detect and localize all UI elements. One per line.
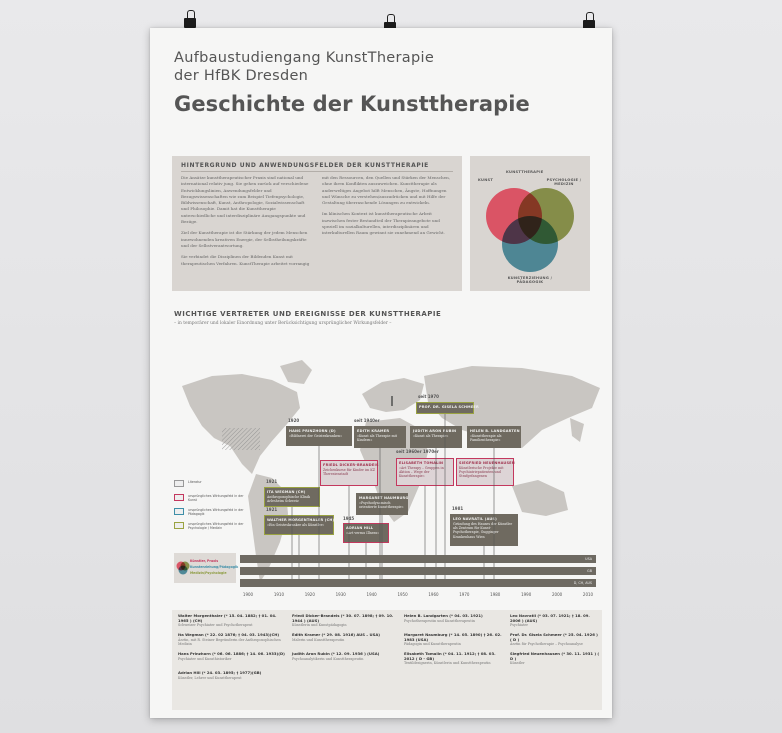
legend-label: ursprüngliches Wirkungsfeld in der Kunst: [188, 494, 244, 502]
entry-year: 1921: [266, 507, 278, 512]
bio-entry: Edith Kramer (* 29. 08. 1916) AUS – USA) Malerin und Kunsttherapeutin: [292, 632, 380, 642]
entry-text: »Kunst als Therapie mit Kindern«: [357, 434, 397, 443]
map-legend: [174, 480, 244, 536]
bio-entry: Walter Morgenthaler (* 15. 04. 1882; † 01. 04. 1965 ) (CH) Schweizer Psychiater und Psychotherapeut: [178, 613, 277, 628]
timeline-tick-label: 1930: [335, 592, 346, 597]
entry-text: »Ein Geisteskranker als Künstler«: [267, 523, 325, 527]
legend-item: [174, 508, 244, 522]
entry-text: »Psychodynamisch orientierte Kunsttherapie«: [359, 501, 404, 510]
entry-name: WALTHER MORGENTHALER (CH): [267, 517, 335, 522]
legend-item: [174, 522, 244, 536]
timeline-bar-label: GB: [587, 568, 592, 573]
intro-paragraph: Die Ansätze kunsttherapeutischer Praxis sind national und international relativ jung. Sie gehen zurück auf verschiedene Entwicklungslinien, Anwendungsfelder und Bezugswissenschaften wie zum Beispiel Tiefenpsychologie, Bildwissenschaft, Kunst, Anthropologie, Sozialwissenschaft und Philosophie. Damit hat die Kunsttherapie unterschiedliche und interdisziplinäre Ausgangspunkte und Bezüge.: [181, 175, 309, 225]
bio-entry: Prof. Dr. Gisela Schmeer (* 25. 04. 1926 ) ( D ) Ärztin für Psychotherapie – Psychoanalyse: [510, 632, 598, 647]
entry-name: MARGARET NAUMBURG: [359, 495, 409, 500]
legend-label: ursprüngliches Wirkungsfeld in der Pädagogik: [188, 508, 244, 516]
timeline-legend-label: Künstler, Praxis: [190, 559, 219, 563]
timeline-tick-label: 2010: [582, 592, 594, 597]
venn-label-paedagogik: KUNSTERZIEHUNG / PÄDAGOGIK: [507, 276, 553, 284]
entry-text: Zeichenkurse für Kinder im KZ Theresienstadt: [323, 468, 376, 477]
entry-year: 1920: [288, 418, 300, 423]
timeline-bar-d-ch-aus: [240, 579, 596, 587]
entry-text: »Art Therapy – Gruppen in Aktion – Wege der Kunsttherapie«: [399, 466, 444, 479]
venn-label-kunst: KUNST: [478, 178, 494, 182]
binder-clip-left: [184, 10, 196, 30]
bio-entry: Friedl Dicker-Brandeis (* 30. 07. 1898; † 09. 10. 1944 ) (AUS) Künstlerin und Kunstpädagogin: [292, 613, 394, 628]
legend-item: [174, 480, 244, 494]
timeline-ticks: [240, 592, 596, 602]
legend-swatch: [174, 494, 184, 501]
intro-paragraph: Sie verbindet die Disziplinen der Bildenden Kunst mit therapeutischen Verfahren. KunstTherapie arbeitet vorrangig: [181, 254, 310, 266]
timeline-tick-label: 1920: [304, 592, 315, 597]
legend-swatch: [174, 480, 184, 487]
bio-entry: Ita Wegman (* 22. 02 1876; † 04. 03. 1943)(CH) Ärztin, mit R. Steiner Begründerin der Anthroposophischen Medizin: [178, 632, 281, 647]
poster-subtitle-1: Aufbaustudiengang KunstTherapie: [174, 50, 435, 66]
entry-name: HELEN B. LANDGARTEN: [470, 428, 520, 433]
timeline-tick-label: 1940: [366, 592, 377, 597]
poster-subtitle-2: der HfBK Dresden: [174, 68, 309, 84]
entry-name: LEO NAVRATIL (AUS): [453, 516, 497, 521]
section-subtitle: – in temporärer und lokaler Einordnung unter Berücksichtigung ursprünglicher Wirkungsfelder –: [174, 321, 392, 326]
timeline-tick-label: 1990: [521, 592, 532, 597]
bio-entry: Elisabeth Tomalin (* 04. 11. 1912; † 08. 03. 2012 ( D - GB) Textildesignerin, Künstlerin und Kunsttherapeutin: [404, 651, 496, 666]
bio-entry: Judith Aron Rubin (* 12. 09. 1936 ) (USA) Psychoanalytikerin und Kunsttherapeutin: [292, 651, 380, 661]
entry-text: Gründung des Hauses der Künstler als Zentrum für Kunst-Psychotherapie, Gugginger Krankenhaus Wien: [453, 522, 513, 539]
entry-name: ITA WEGMAN (CH): [267, 489, 306, 494]
entry-text: »Kunst als Therapie«: [413, 434, 449, 438]
entry-name: JUDITH ARON RUBIN: [413, 428, 457, 433]
timeline-tick-label: 1950: [397, 592, 408, 597]
entry-year: seit 1960er 1970er: [396, 449, 439, 454]
biography-section: [172, 610, 602, 710]
timeline-tick-label: 2000: [551, 592, 563, 597]
timeline: [174, 551, 604, 608]
entry-text: »Art versus Illness«: [346, 531, 380, 535]
venn-label-kunsttherapie: KUNSTTHERAPIE: [506, 170, 544, 174]
timeline-bar-gb: [240, 567, 596, 575]
entry-name: SIEGFRIED NEUENHAUSEN: [459, 460, 515, 465]
entry-text: Künstlerische Projekte mit Psychiatriepatienten und Strafgefangenen: [459, 466, 504, 479]
bio-entry: Leo Navratil (* 03. 07. 1921; † 18. 09. 2006 ) (AUS) Psychiater: [510, 613, 590, 628]
bio-entry: Hans Prinzhorn (* 06. 06. 1886; † 14. 06. 1933)(D) Psychiater und Kunsthistoriker: [178, 651, 285, 661]
entry-text: »Kunsttherapie als Familientherapie«: [470, 434, 502, 443]
bio-entry: Margaret Naumburg (* 14. 05. 1890) † 26. 02. 1983 (USA) Pädagogin und Kunsttherapeutin: [404, 632, 502, 647]
entry-name: ADRIAN HILL: [346, 525, 374, 530]
intro-paragraph: Ziel der Kunsttherapie ist die Stärkung der jedem Menschen innewohnenden kreativen Energie, der Selbstheilungskräfte und der Selbstverantwortung.: [181, 230, 308, 248]
legend-item: [174, 494, 244, 508]
intro-paragraph: mit den Ressourcen, den Quellen und Stärken der Menschen, ohne ihren Konflikten auszuweichen. Kunsttherapie als anderweltiges Angebot hilft Menschen, Ängste, Hoffnungen und Wünsche zu verstehen/auszudrücken und mit Hilfe der Gestaltung überraschende Lösungen zu entwickeln.: [322, 175, 451, 206]
bio-entry: Siegfried Neuenhausen (* 30. 11. 1931 ) ( D ) Künstler: [510, 651, 600, 666]
entry-year: 1981: [452, 506, 464, 511]
intro-heading: HINTERGRUND UND ANWENDUNGSFELDER DER KUNSTTHERAPIE: [181, 162, 429, 169]
entry-text: Anthroposophische Klinik Arlesheim Schweiz: [267, 495, 310, 504]
legend-label: ursprüngliches Wirkungsfeld in der Psychologie / Medizin: [188, 522, 244, 530]
timeline-legend-venn-icon: [175, 560, 191, 576]
entry-name: HANS PRINZHORN (D): [289, 428, 336, 433]
timeline-legend: [174, 553, 239, 583]
entry-name: ELISABETH TOMALIN: [399, 460, 444, 465]
bio-entry: Adrian Hill (* 24. 03. 1895; † 1977)(GB) Künstler, Lehrer und Kunsttherapeut: [178, 670, 262, 680]
entry-year: 1945: [343, 516, 355, 521]
bio-entry: Helen B. Landgarten (* 04. 03. 1921) Psychotherapeutin und Kunsttherapeutin: [404, 613, 483, 623]
entry-text: »Bildnerei der Geisteskranken«: [289, 434, 343, 438]
timeline-tick-label: 1980: [490, 592, 501, 597]
entry-year: seit 1970: [418, 394, 439, 399]
timeline-tick-label: 1900: [242, 592, 254, 597]
legend-swatch: [174, 508, 184, 515]
entry-name: FRIEDL DICKER-BRANDEIS: [323, 462, 379, 467]
section-title: WICHTIGE VERTRETER UND EREIGNISSE DER KUNSTTHERAPIE: [174, 310, 442, 318]
entry-name: PROF. DR. GISELA SCHMEER: [419, 404, 479, 409]
intro-paragraph: Im klinischen Kontext ist kunsttherapeutische Arbeit inzwischen fester Bestandteil der Therapieangebote und speziell im sozialkulturellen, interdisziplinären und interkulturellen Raum gewinnt sie zunehmend an Gewicht.: [322, 211, 445, 236]
timeline-legend-label: Medizin/Psychologie: [190, 571, 227, 575]
timeline-bar-label: D, CH, AUS: [573, 580, 592, 585]
poster-title: Geschichte der Kunsttherapie: [174, 92, 530, 116]
entry-year: seit 1940er: [354, 418, 380, 423]
timeline-tick-label: 1970: [459, 592, 470, 597]
timeline-bar-usa: [240, 555, 596, 563]
venn-label-psychologie: PSYCHOLOGIE / MEDIZIN: [546, 178, 582, 186]
poster: [150, 28, 612, 718]
legend-swatch: [174, 522, 184, 529]
timeline-tick-label: 1960: [428, 592, 439, 597]
timeline-bar-label: USA: [585, 556, 592, 561]
timeline-tick-label: 1910: [273, 592, 284, 597]
entry-name: EDITH KRAMER: [357, 428, 390, 433]
entry-year: 1921: [266, 479, 278, 484]
timeline-legend-label: Kunsterziehung/Pädagogik: [190, 565, 239, 569]
legend-label: Literatur: [188, 480, 202, 484]
